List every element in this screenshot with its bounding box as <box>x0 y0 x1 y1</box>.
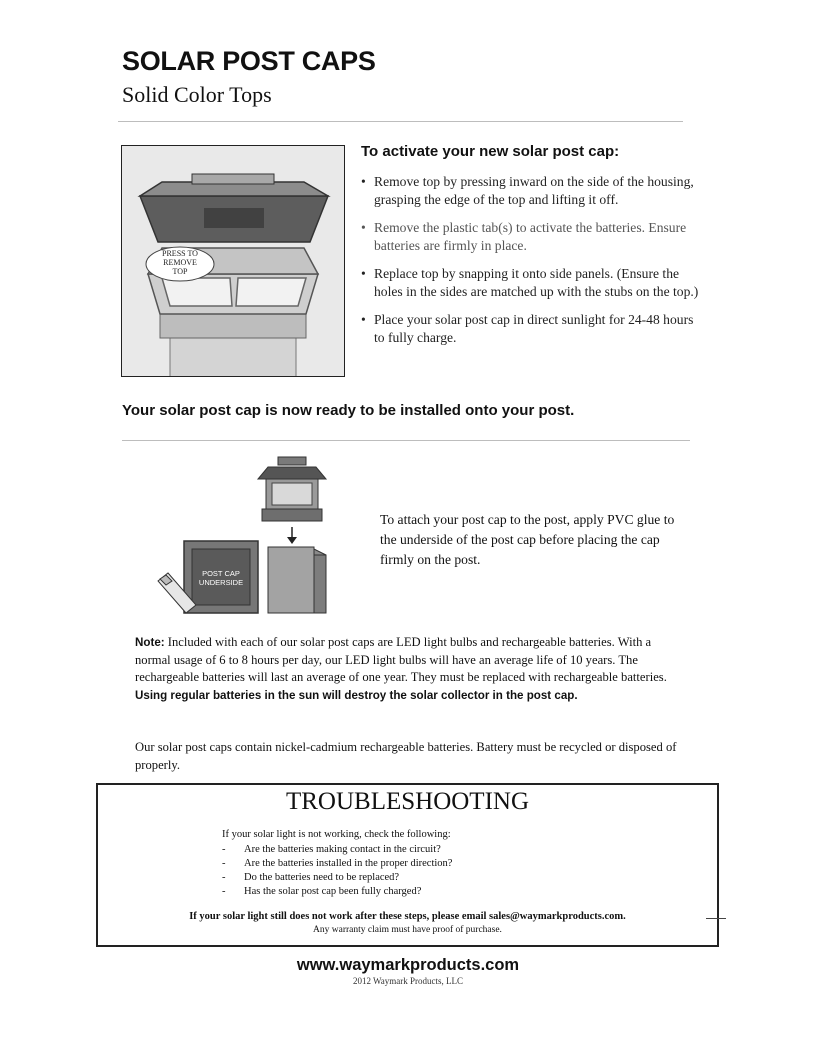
copyright-text: 2012 Waymark Products, LLC <box>352 976 464 986</box>
troubleshooting-box <box>96 783 719 947</box>
note-label: Note: <box>135 636 165 649</box>
support-email-text: If your solar light still does not work after these steps, please email sales@waymarkproducts.com. <box>189 911 626 922</box>
attach-illustration <box>150 455 360 620</box>
battery-disposal-text: Our solar post caps contain nickel-cadmium rechargeable batteries. Battery must be recycled or disposed of properly. <box>135 740 677 772</box>
list-item: - Are the batteries installed in the proper direction? <box>222 858 453 869</box>
note-paragraph <box>135 634 683 704</box>
page-title: SOLAR POST CAPS <box>122 46 376 76</box>
warranty-text: Any warranty claim must have proof of purchase. <box>313 925 502 935</box>
list-item: - Has the solar post cap been fully charged? <box>222 886 422 897</box>
header-divider <box>118 121 683 122</box>
activation-steps-list <box>361 173 706 357</box>
troubleshooting-intro: If your solar light is not working, check the following: <box>222 829 451 840</box>
website-url: www.waymarkproducts.com <box>296 956 520 974</box>
dash-icon: - <box>222 872 226 883</box>
troubleshooting-title: TROUBLESHOOTING <box>285 788 530 815</box>
underside-label-line1: POST CAP <box>202 569 240 578</box>
activate-heading: To activate your new solar post cap: <box>361 143 620 160</box>
note-body: Included with each of our solar post caps are LED light bulbs and rechargeable batteries. With a normal usage of 6 to 8 hours per day, our LED light bulbs will have an average life of 10 years. The rechargeable batteries will last an average of one year. They must be replaced with rechargeable batteries. <box>135 635 667 684</box>
ready-statement: Your solar post cap is now ready to be installed onto your post. <box>122 402 575 419</box>
bullet-icon: • <box>361 266 366 281</box>
note-warning: Using regular batteries in the sun will destroy the solar collector in the post cap. <box>135 688 578 702</box>
dash-icon: - <box>222 886 226 897</box>
attach-instructions: To attach your post cap to the post, apply PVC glue to the underside of the post cap before placing the cap firmly on the post. <box>380 512 675 567</box>
list-item: • Replace top by snapping it onto side panels. (Ensure the holes in the sides are matched up with the stubs on the top.) <box>361 266 699 299</box>
press-to-remove-illustration <box>121 145 345 377</box>
list-item: • Remove top by pressing inward on the side of the housing, grasping the edge of the top and lifting it off. <box>361 174 694 207</box>
section-divider <box>122 440 690 441</box>
bullet-icon: • <box>361 174 366 189</box>
list-item: - Are the batteries making contact in the circuit? <box>222 844 441 855</box>
press-label-line1: PRESS TO <box>162 249 198 258</box>
page-subtitle: Solid Color Tops <box>122 82 272 107</box>
bullet-icon: • <box>361 312 366 327</box>
underside-label-line2: UNDERSIDE <box>198 578 244 587</box>
list-item: - Do the batteries need to be replaced? <box>222 872 400 883</box>
bullet-icon: • <box>361 220 366 235</box>
troubleshooting-checklist <box>222 843 452 899</box>
post-cap-open-illustration <box>122 146 344 376</box>
dash-icon: - <box>222 844 226 855</box>
list-item: • Place your solar post cap in direct sunlight for 24-48 hours to fully charge. <box>361 312 694 345</box>
press-label-line2: REMOVE <box>163 258 197 267</box>
edge-mark <box>706 918 726 919</box>
press-label-line3: TOP <box>172 267 188 276</box>
post-cap-attach-illustration <box>150 455 360 620</box>
list-item: • Remove the plastic tab(s) to activate the batteries. Ensure batteries are firmly in place. <box>361 220 687 253</box>
dash-icon: - <box>222 858 226 869</box>
